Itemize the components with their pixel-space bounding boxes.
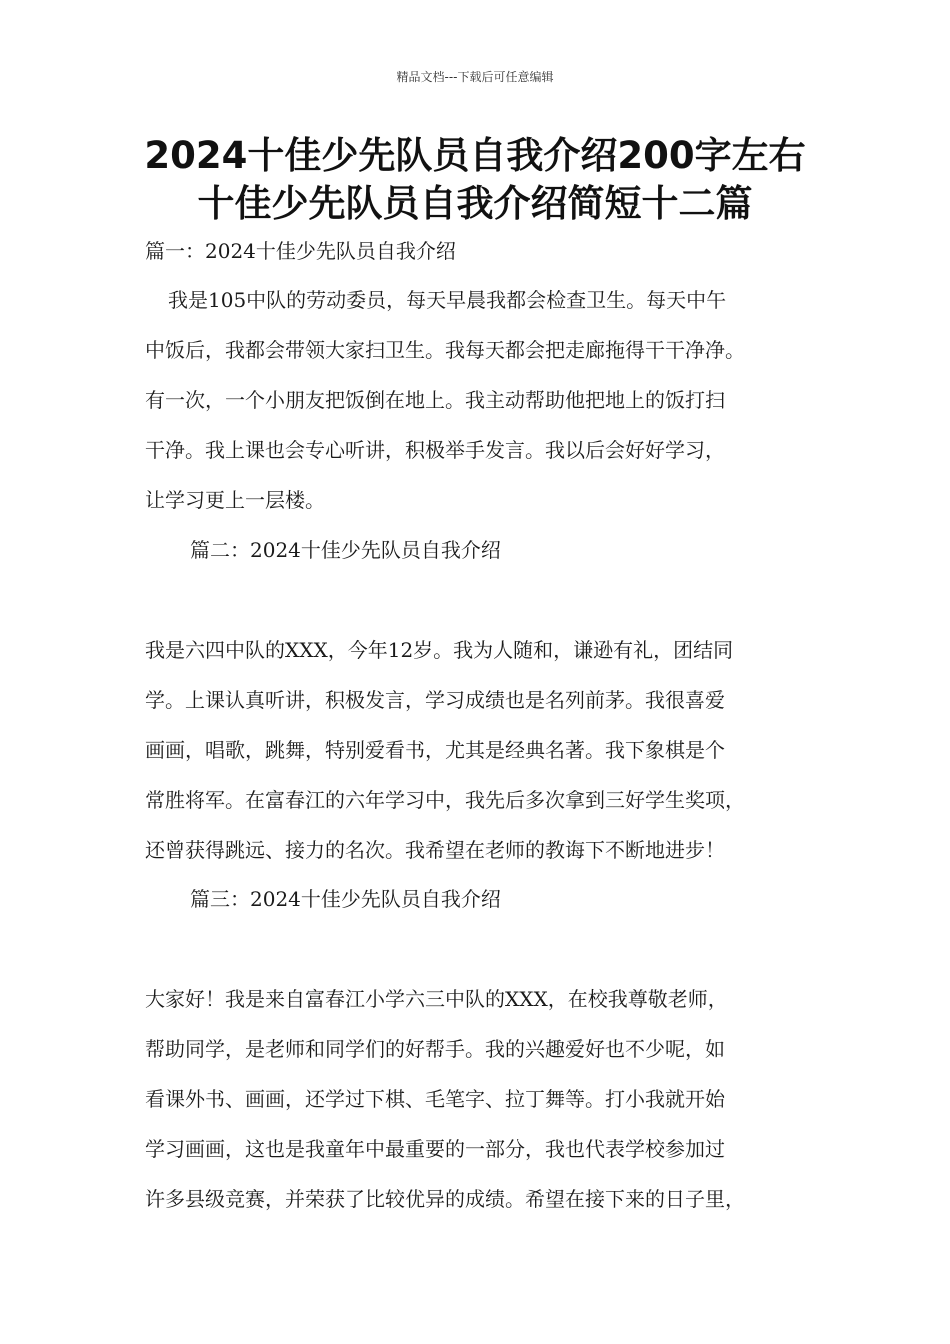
paragraph-line: 常胜将军。在富春江的六年学习中，我先后多次拿到三好学生奖项，: [145, 788, 745, 812]
paragraph-line: 还曾获得跳远、接力的名次。我希望在老师的教诲下不断地进步！: [145, 838, 725, 862]
paragraph-line: 干净。我上课也会专心听讲，积极举手发言。我以后会好好学习，: [145, 438, 725, 462]
paragraph-line: 帮助同学，是老师和同学们的好帮手。我的兴趣爱好也不少呢，如: [145, 1037, 725, 1061]
document-title-line-1: 2024十佳少先队员自我介绍200字左右: [144, 134, 806, 177]
header-note: 精品文档---下载后可任意编辑: [396, 70, 554, 84]
section-heading-2: 篇二：2024十佳少先队员自我介绍: [190, 538, 501, 562]
paragraph-line: 我是105中队的劳动委员，每天早晨我都会检查卫生。每天中午: [168, 288, 727, 312]
paragraph-line: 让学习更上一层楼。: [145, 488, 325, 512]
paragraph-line: 中饭后，我都会带领大家扫卫生。我每天都会把走廊拖得干干净净。: [145, 338, 745, 362]
paragraph-line: 有一次，一个小朋友把饭倒在地上。我主动帮助他把地上的饭打扫: [145, 388, 725, 412]
paragraph-line: 大家好！我是来自富春江小学六三中队的XXX，在校我尊敬老师，: [145, 987, 728, 1011]
paragraph-line: 许多县级竞赛，并荣获了比较优异的成绩。希望在接下来的日子里，: [145, 1187, 745, 1211]
paragraph-line: 学。上课认真听讲，积极发言，学习成绩也是名列前茅。我很喜爱: [145, 688, 725, 712]
paragraph-line: 看课外书、画画，还学过下棋、毛笔字、拉丁舞等。打小我就开始: [145, 1087, 725, 1111]
document-title-line-2: 十佳少先队员自我介绍简短十二篇: [197, 182, 753, 225]
section-heading-3: 篇三：2024十佳少先队员自我介绍: [190, 887, 501, 911]
paragraph-line: 学习画画，这也是我童年中最重要的一部分，我也代表学校参加过: [145, 1137, 725, 1161]
section-heading-1: 篇一：2024十佳少先队员自我介绍: [145, 239, 456, 263]
paragraph-line: 我是六四中队的XXX，今年12岁。我为人随和，谦逊有礼，团结同: [145, 638, 734, 662]
paragraph-line: 画画，唱歌，跳舞，特别爱看书，尤其是经典名著。我下象棋是个: [145, 738, 725, 762]
